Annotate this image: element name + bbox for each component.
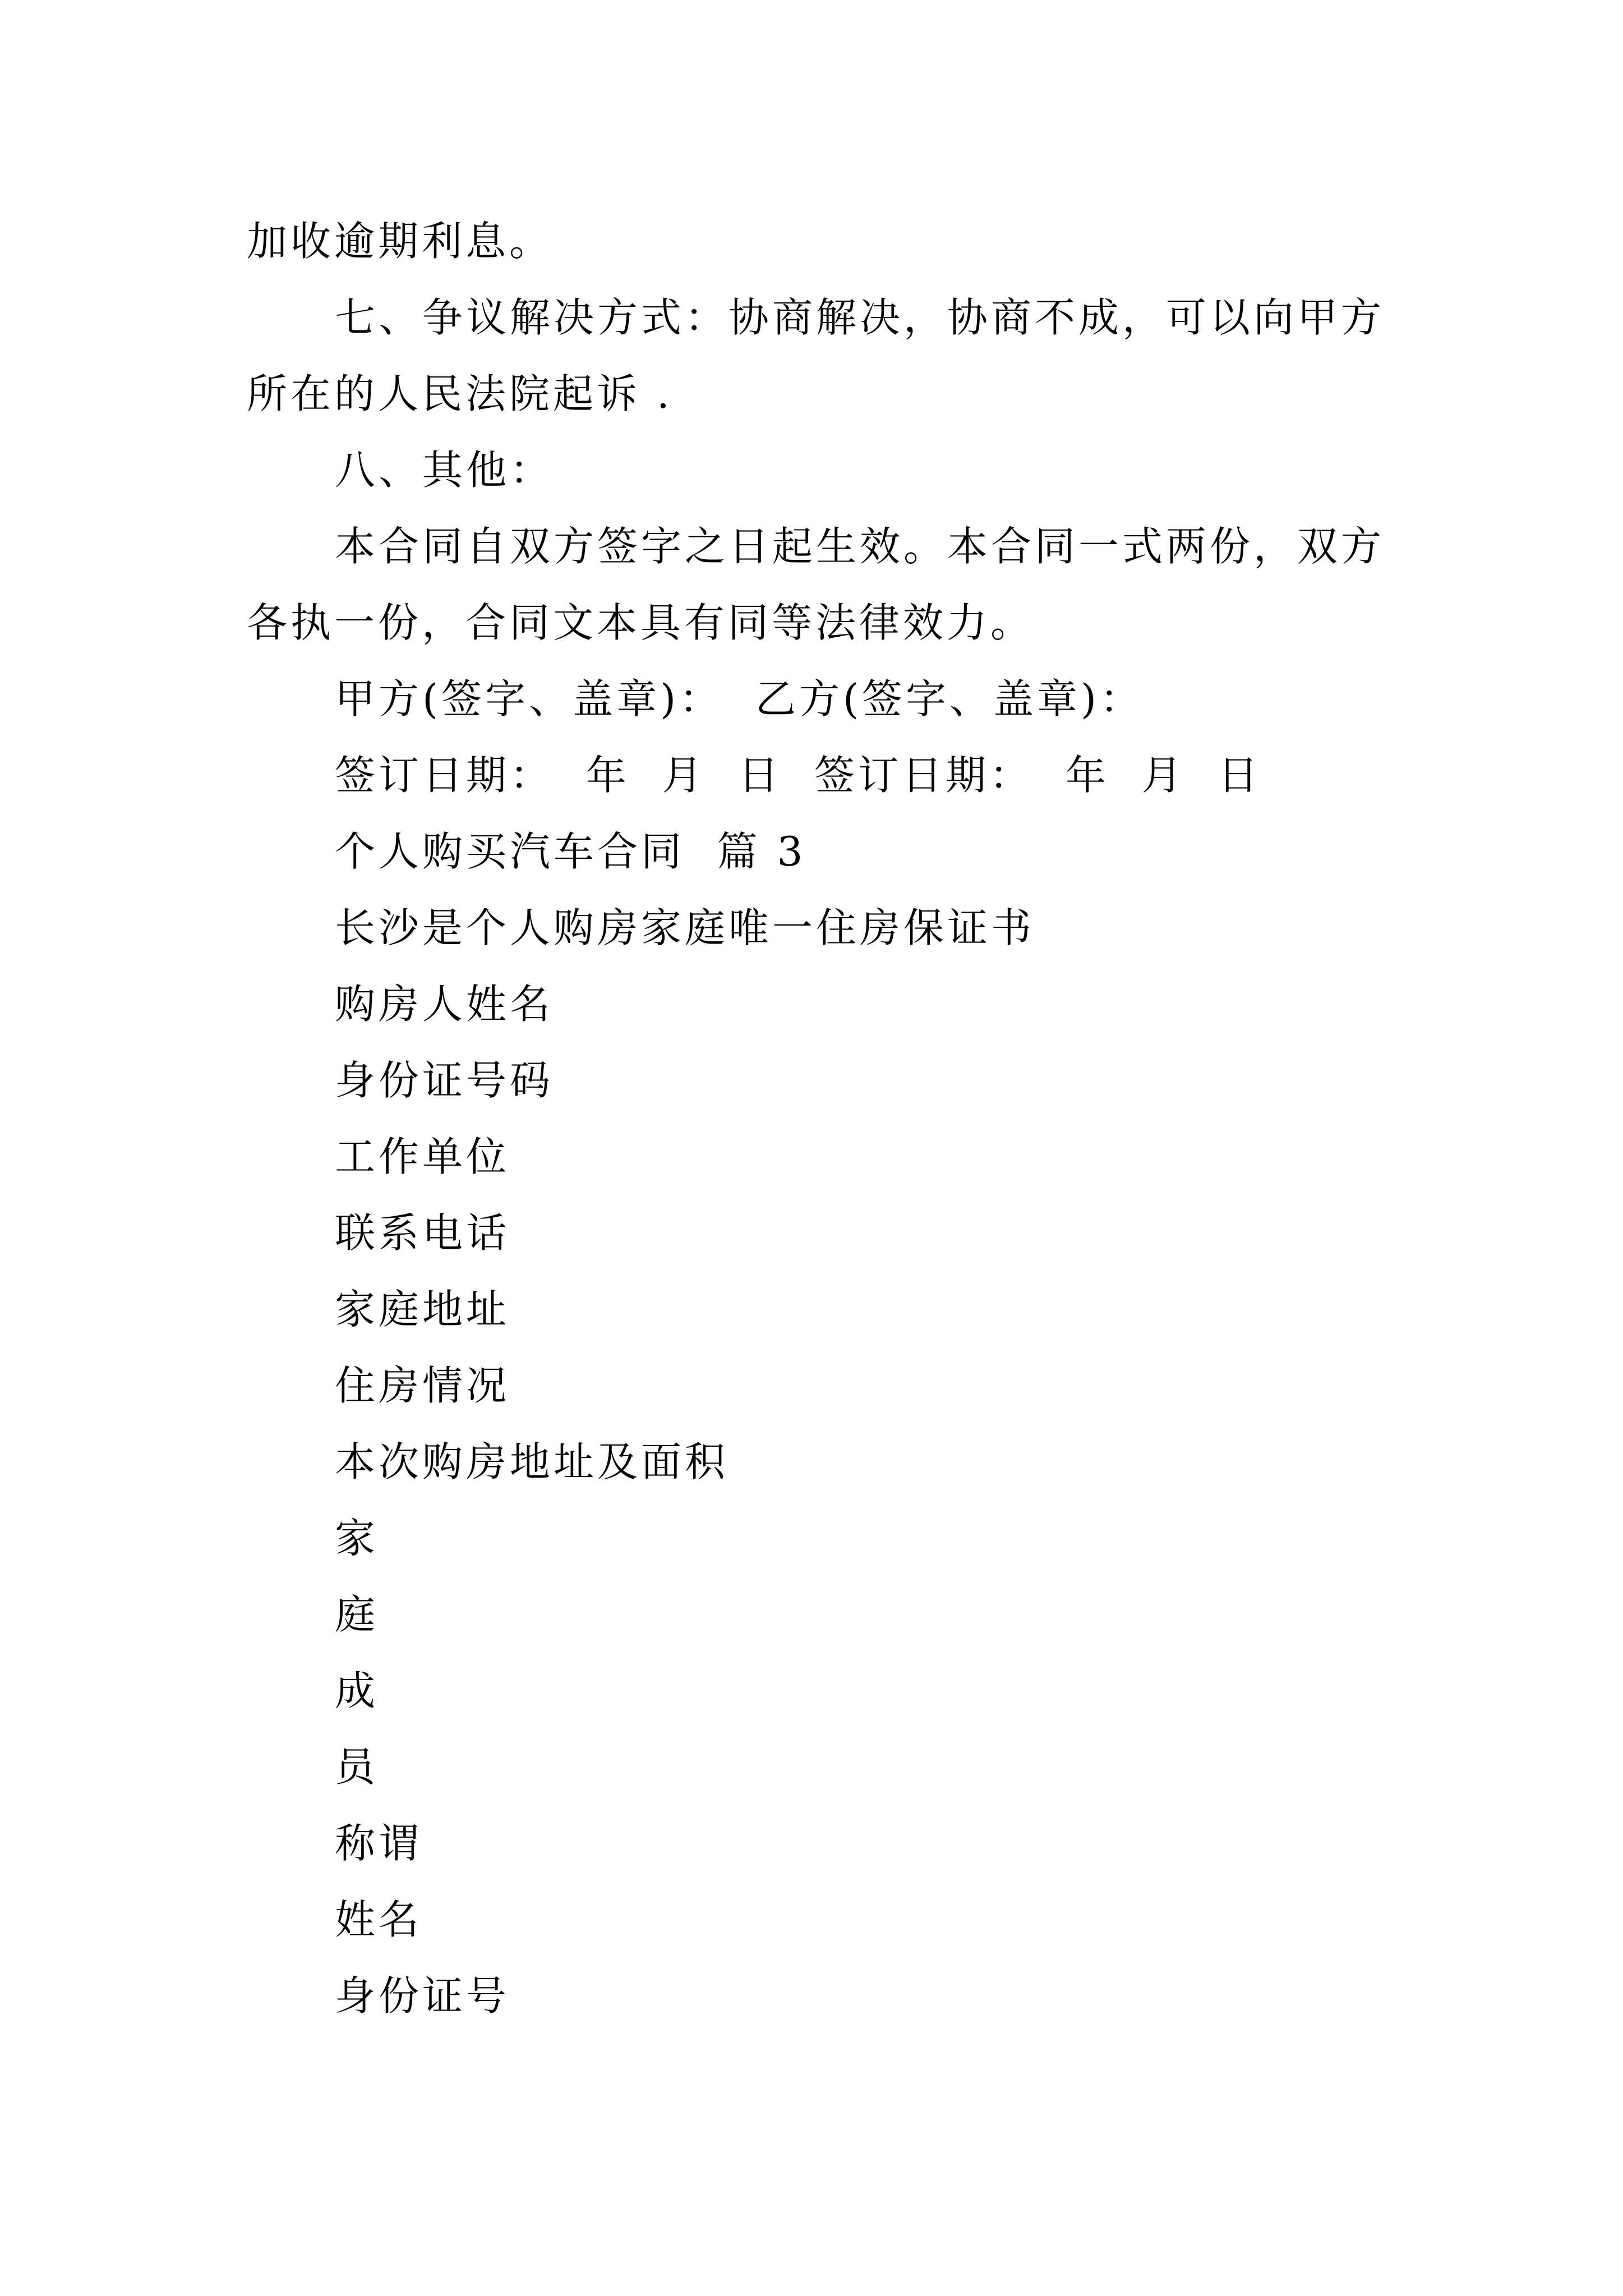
form-field-label: 身份证号码	[335, 1057, 554, 1104]
form-field-label: 购房人姓名	[335, 981, 554, 1028]
form-field-label: 身份证号	[335, 1972, 510, 2019]
form-field-label: 家	[335, 1515, 379, 1562]
form-field-label: 成	[335, 1667, 379, 1714]
paragraph-line: 所在的人民法院起诉 .	[247, 370, 673, 417]
paragraph-line: 各执一份，合同文本具有同等法律效力。	[247, 599, 1035, 646]
form-field-label: 员	[335, 1743, 379, 1791]
form-field-label: 联系电话	[335, 1209, 510, 1257]
section-title: 个人购买汽车合同 篇 3	[335, 828, 806, 875]
form-field-label: 住房情况	[335, 1362, 510, 1409]
date-line: 签订日期： 年 月 日 签订日期： 年 月 日	[335, 752, 1262, 799]
form-field-label: 称谓	[335, 1820, 423, 1867]
section-heading: 八、其他：	[335, 447, 554, 494]
form-field-label: 庭	[335, 1591, 379, 1638]
form-field-label: 工作单位	[335, 1133, 510, 1180]
paragraph-line: 本合同自双方签字之日起生效。本合同一式两份，双方	[335, 523, 1385, 570]
paragraph-line: 加收逾期利息。	[247, 218, 554, 265]
document-title: 长沙是个人购房家庭唯一住房保证书	[335, 904, 1035, 951]
signature-line: 甲方(签字、盖章)： 乙方(签字、盖章)：	[335, 675, 1144, 723]
form-field-label: 家庭地址	[335, 1286, 510, 1333]
form-field-label: 本次购房地址及面积	[335, 1438, 729, 1485]
paragraph-line: 七、争议解决方式：协商解决，协商不成，可以向甲方	[335, 294, 1385, 341]
form-field-label: 姓名	[335, 1896, 423, 1943]
